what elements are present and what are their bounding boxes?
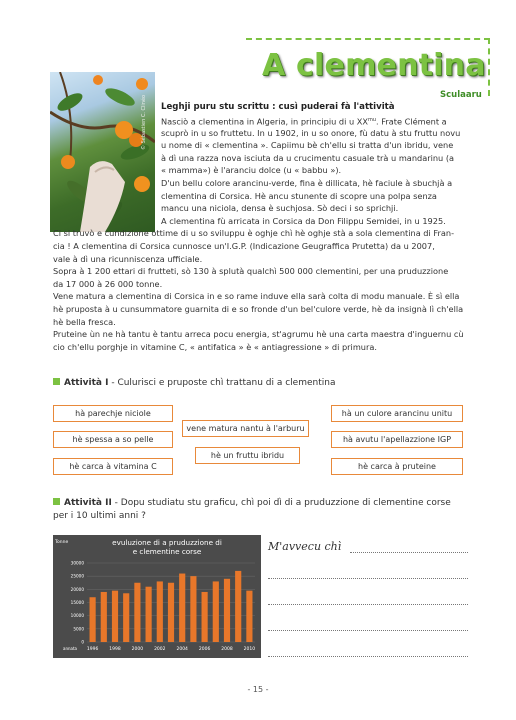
chart-bar: [246, 591, 252, 642]
chart-bar: [168, 583, 174, 642]
chart-ylabel: Tonne: [55, 540, 69, 545]
answer-line-3[interactable]: [268, 604, 468, 605]
chart-bar: [179, 574, 185, 642]
chart-xtick-label: 2010: [243, 647, 256, 652]
intro-line-1: scuprò in u so fruttetu. In u 1902, in u so onore, fù datu à stu fruttu novu: [161, 127, 461, 138]
chart-ytick-label: 5000: [73, 626, 84, 632]
chart-title-line-2: e clementine corse: [132, 547, 202, 556]
green-square-icon: [53, 498, 60, 505]
intro-line-5: D'un bellu colore arancinu-verde, fina è dillicata, hè faciule à sbuchjà a: [161, 178, 453, 188]
activity1-box-7[interactable]: hà avutu l'apellazzione IGP: [331, 431, 463, 448]
chart-ytick-label: 10000: [70, 613, 84, 619]
intro-line-8: A clementina fù arricata in Corsica da Don Filippu Semidei, in u 1925.: [161, 215, 446, 226]
intro-line-0: Nasciò a clementina in Algeria, in principiu di u $XX^{mu}$. Frate Clément a: [161, 116, 447, 127]
chart-bar: [224, 579, 230, 642]
answer-line-4[interactable]: [268, 630, 468, 631]
chart-bar: [146, 587, 152, 642]
intro-lead: Leghji puru stu scrittu : cusì puderai fà l'attività: [161, 102, 395, 112]
chart-bar: [213, 581, 219, 642]
intro-line-11: vale à dì una ricunniscenza ufficiale.: [53, 253, 203, 264]
photo-credit: © Sébastien C. Clinéo: [141, 94, 147, 150]
activity2-heading: Attività II - Dopu studiatu stu graficu, chì poi dì di a pruduzzione di clementine corse: [53, 498, 451, 508]
chart-ytick-label: 30000: [70, 560, 84, 566]
intro-line-15: hè pruposta à u cunsummatore guarnita di e so fronde d'un bel'culore verde, hè da insignà lì ch'ella: [53, 304, 464, 314]
activity1-box-4[interactable]: vene matura nantu à l'arburu: [182, 420, 309, 437]
intro-line-18: cio ch'ellu porghje in vitamine C, « antifatica » è « antiagressione » di primura.: [53, 341, 377, 352]
intro-line-2: u nome di « clementina ». Capiimu bè ch'ellu si tratta d'un ibridu, vene: [161, 140, 454, 151]
chart-bar: [235, 571, 241, 642]
intro-line-7: mancu una niciola, densa è suchjosa. Sò deci i so sprichji.: [161, 203, 399, 214]
activity2-heading-line2: per i 10 ultimi anni ?: [53, 511, 146, 521]
answer-label: M'avvecu chì: [268, 540, 342, 553]
intro-line-14: Vene matura a clementina di Corsica in e so rame induve ella sarà colta di modu manuale. È sì ella: [53, 291, 460, 302]
chart-xtick-label: 2006: [198, 647, 211, 652]
page-subtitle: Sculaaru: [440, 90, 482, 100]
production-chart: [53, 535, 261, 658]
chart-xtick-label: 2002: [154, 647, 166, 652]
chart-ytick-label: 20000: [70, 586, 84, 592]
activity1-box-3[interactable]: hè carca à vitamina C: [53, 458, 173, 475]
chart-xtick-label: 2000: [131, 647, 144, 652]
intro-line-13: da 17 000 à 26 000 tonne.: [53, 278, 163, 289]
activity1-box-1[interactable]: hà parechje niciole: [53, 405, 173, 422]
activity1-box-2[interactable]: hè spessa a so pelle: [53, 431, 173, 448]
intro-line-16: hè bella fresca.: [53, 316, 116, 327]
chart-bar: [134, 583, 140, 642]
intro-line-6: clementina di Corsica. Hè ancu stunente di scopre una polpa senza: [161, 190, 437, 201]
green-square-icon: [53, 378, 60, 385]
answer-line-2[interactable]: [268, 578, 468, 579]
chart-bar: [90, 597, 96, 642]
chart-bar: [123, 593, 129, 642]
chart-xtick-label: 1996: [86, 647, 99, 652]
intro-line-17: Pruteine ùn ne hà tantu è tantu arreca pocu energia, st'agrumu hè una carta maestra d'inguernu cù: [53, 329, 464, 340]
header-dashed-right: [488, 38, 490, 96]
page-number: - 15 -: [247, 685, 269, 694]
intro-line-12: Sopra à 1 200 ettari di frutteti, sò 130 à splutà qualchì 500 000 clementini, per una pruduzzione: [53, 266, 449, 277]
chart-ytick-label: 0: [81, 639, 84, 645]
activity1-heading: Attività I - Culurisci e pruposte chì trattanu di a clementina: [53, 378, 335, 388]
chart-ytick-label: 15000: [70, 600, 84, 605]
header-dashed-top: [246, 38, 490, 40]
activity1-box-5[interactable]: hè un fruttu ibridu: [195, 447, 300, 464]
chart-title-line-1: evuluzione di a pruduzzione di: [112, 538, 222, 547]
chart-bar: [190, 576, 196, 642]
chart-bar: [202, 592, 208, 642]
intro-line-9: Ci si truvò e cundizione ottime di u so sviluppu è oghje chì hè oghje stà a sola clementina di Fran-: [53, 228, 455, 239]
clementine-photo-drawing: [50, 72, 155, 232]
chart-ytick-label: 25000: [70, 573, 84, 579]
production-chart-svg: [53, 535, 261, 658]
clementine-photo: [50, 72, 155, 232]
intro-line-3: à dì una razza nova isciuta da u crucimentu casuale trà u mandarinu (a: [161, 152, 455, 163]
activity1-box-6[interactable]: hà un culore arancinu unitu: [331, 405, 463, 422]
intro-line-10: cia ! A clementina di Corsica cunnosce un'I.G.P. (Indicazione Geugraffica Prutetta) da u 2007,: [53, 241, 435, 251]
intro-line-4: « mamma») è l'aranciu dolce (u « babbu »).: [161, 165, 342, 176]
chart-bar: [157, 581, 163, 642]
answer-line-1[interactable]: [350, 552, 468, 553]
chart-xtick-label: 2008: [221, 647, 233, 652]
chart-xlabel: annata: [63, 646, 77, 651]
chart-xtick-label: 1998: [109, 647, 121, 652]
activity1-box-8[interactable]: hè carca à pruteine: [331, 458, 463, 475]
chart-xtick-label: 2004: [176, 647, 188, 652]
chart-bar: [112, 591, 118, 642]
chart-bar: [101, 592, 107, 642]
page-title: A clementina: [262, 48, 486, 83]
answer-line-5[interactable]: [268, 656, 468, 657]
